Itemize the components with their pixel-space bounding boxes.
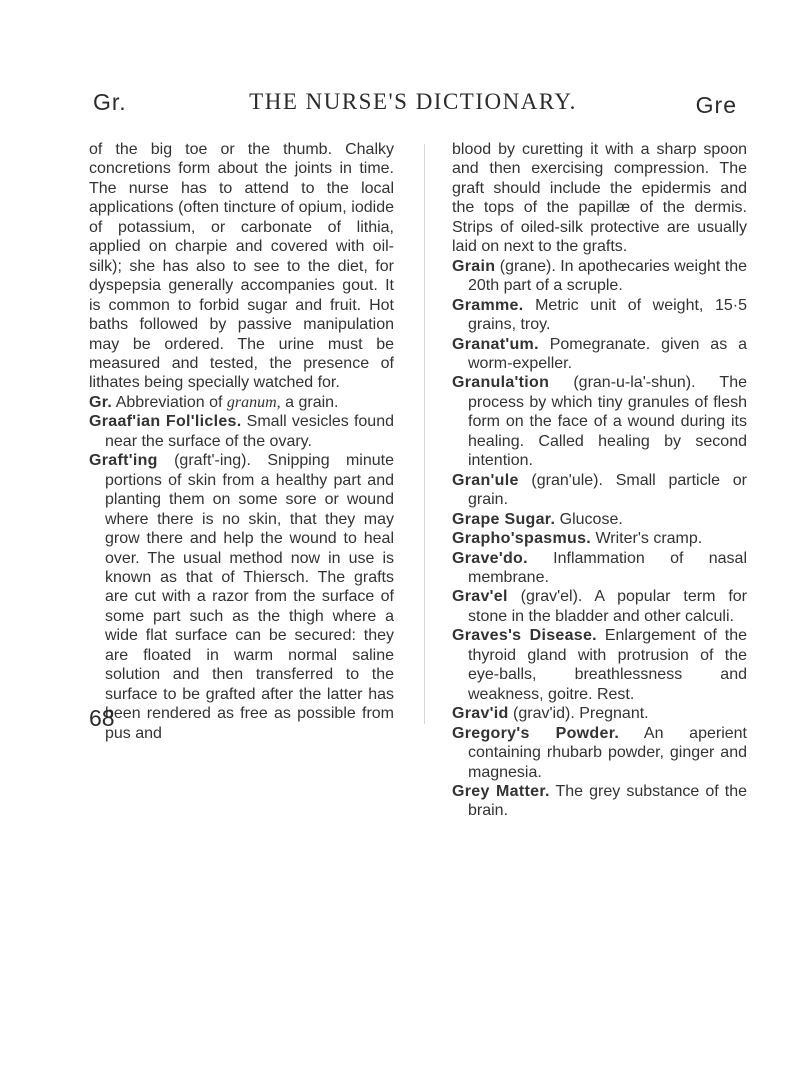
running-header — [89, 89, 737, 121]
dictionary-entry — [452, 626, 747, 704]
entry-definition: (grav'id). Pregnant. — [508, 705, 649, 723]
header-right-guide-word: Gre — [695, 92, 737, 118]
entry-definition: (gran'ule). Small particle or grain. — [468, 471, 747, 509]
entry-headword: Grey Matter. — [452, 782, 550, 800]
entry-headword: Gramme. — [452, 296, 524, 314]
entry-headword: Granat'um. — [452, 335, 539, 353]
entry-definition: (graft'-ing). Snipping minute portions of skin from a healthy part and planting them on some sore or wound where there is no skin, that they may grow there and help the wound to heal over. The usual method now in use is known as that of Thiersch. The grafts are cut with a razor from the surface of some part such as the thigh where a wide flat surface can be secured: they are floated in warm normal saline solution and then transferred to the surface to be grafted after the latter has been rendered as free as possible from pus and — [105, 452, 394, 742]
entry-headword: Grape Sugar. — [452, 510, 556, 528]
entry-definition: Glucose. — [555, 510, 623, 528]
left-column — [89, 140, 394, 743]
dictionary-entry — [452, 296, 747, 335]
dictionary-entry — [452, 782, 747, 821]
entry-definition: Enlargement of the thyroid gland with protrusion of the eye-balls, breathlessness and weakness, goitre. Rest. — [468, 627, 748, 703]
column-divider — [424, 144, 425, 724]
entry-definition: Inflammation of nasal membrane. — [468, 549, 747, 586]
entry-headword: Grave'do. — [452, 549, 528, 567]
entry-headword: Graves's Disease. — [452, 627, 597, 645]
entry-definition: Writer's cramp. — [591, 530, 703, 548]
dictionary-entry — [452, 510, 747, 529]
dictionary-entry — [89, 412, 394, 451]
entry-definition: Metric unit of weight, 15·5 grains, troy. — [468, 296, 747, 334]
entry-definition: An aperient containing rhubarb powder, ginger and magnesia. — [468, 724, 747, 781]
header-title: THE NURSE'S DICTIONARY. — [249, 89, 577, 114]
dictionary-entry — [452, 549, 747, 588]
entry-headword: Grav'id — [452, 705, 509, 723]
entry-definition: (grav'el). A popular term for stone in the bladder and other calculi. — [468, 588, 747, 625]
entry-headword: Graaf'ian Fol'licles. — [89, 413, 242, 431]
entry-definition: (grane). In apothecaries weight the 20th part of a scruple. — [468, 257, 747, 295]
right-column — [452, 140, 747, 821]
entry-headword: Graft'ing — [89, 452, 158, 470]
entry-headword: Gran'ule — [452, 471, 519, 489]
entry-headword: Grapho'spasmus. — [452, 530, 592, 548]
entry-text: a grain. — [280, 393, 339, 411]
entry-definition: Small vesicles found near the surface of the ovary. — [105, 413, 394, 450]
entry-headword: Grav'el — [452, 588, 508, 606]
dictionary-entry — [452, 373, 747, 470]
dictionary-entry — [452, 587, 747, 626]
entry-definition: The grey substance of the brain. — [468, 782, 747, 820]
continued-text: of the big toe or the thumb. Chalky concretions form about the joints in time. The nurse has to attend to the local applications (often tincture of opium, iodide of potassium, or carbonate of lithia, applied on charpie and covered with oil-silk); she has also to see to the diet, for dyspepsia generally accompanies gout. It is common to forbid sugar and fruit. Hot baths followed by passive manipulation may be ordered. The urine must be measured and tested, the presence of lithates being specially watched for. — [89, 141, 394, 392]
dictionary-entry — [452, 335, 747, 374]
entry-headword: Granula'tion — [452, 374, 550, 392]
entry-italic-term: granum, — [226, 393, 281, 411]
dictionary-entry — [452, 529, 747, 548]
dictionary-entry — [89, 393, 394, 412]
dictionary-entry — [452, 471, 747, 510]
dictionary-entry — [452, 724, 747, 782]
entry-text: Abbreviation of — [112, 393, 227, 411]
page-number: 68 — [89, 705, 115, 731]
continued-text: blood by curetting it with a sharp spoon and then exercising compression. The graft should include the epidermis and the tops of the papillæ of the dermis. Strips of oiled-silk protective are usually laid on next to the grafts. — [452, 141, 747, 256]
header-left-guide-word: Gr. — [93, 89, 127, 115]
dictionary-entry — [452, 257, 747, 296]
entry-definition: Pomegranate. given as a worm-expeller. — [468, 335, 747, 372]
entry-headword: Gregory's Powder. — [452, 724, 620, 742]
entry-headword: Gr. — [89, 393, 113, 411]
dictionary-entry — [452, 704, 747, 723]
entry-headword: Grain — [452, 257, 496, 275]
dictionary-entry — [89, 451, 394, 743]
entry-definition: (gran-u-la'-shun). The process by which tiny granules of flesh form on the face of a wound during its healing. Called healing by second intention. — [468, 374, 747, 470]
